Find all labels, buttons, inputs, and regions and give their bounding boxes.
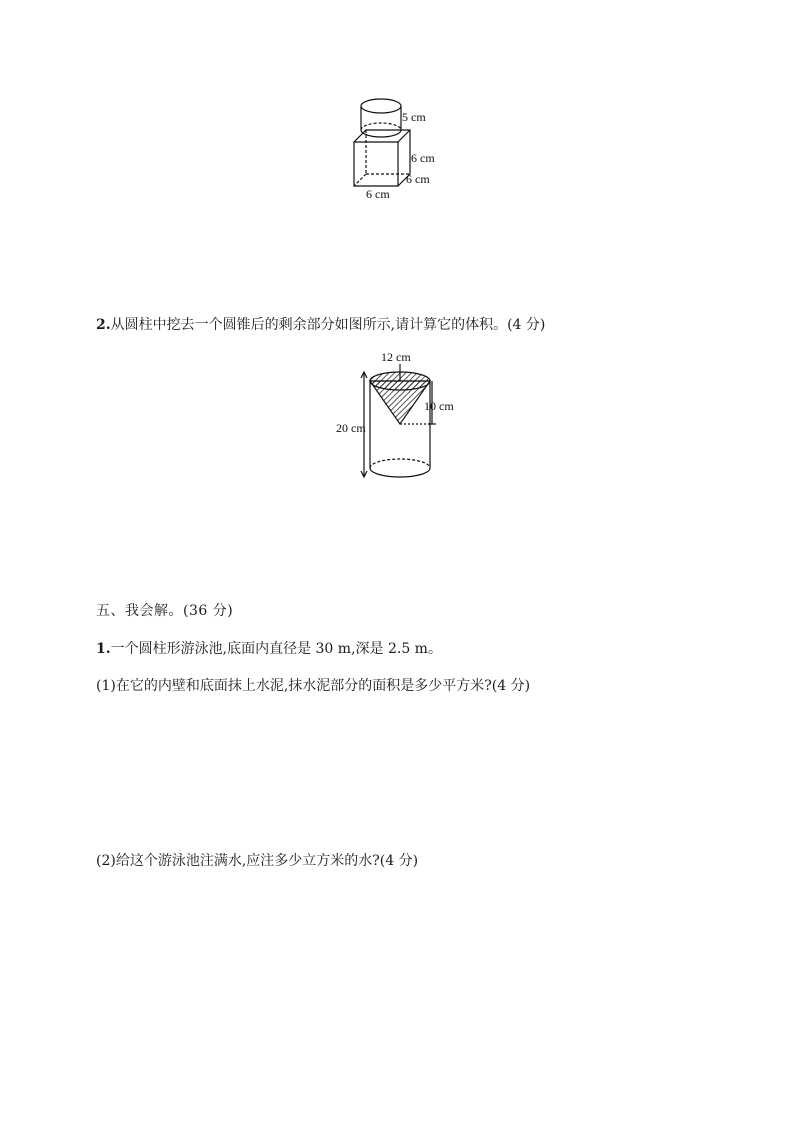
label-cube-depth: 6 cm	[406, 172, 430, 186]
figure-cylinder-on-cube	[346, 94, 446, 202]
label-cylinder-height: 5 cm	[402, 110, 426, 124]
question-2-number: 2.	[96, 317, 111, 333]
section-5-title: 五、我会解。(36 分)	[96, 603, 234, 619]
figure-cylinder-minus-cone	[334, 348, 464, 484]
cylinder-bottom-back	[361, 123, 401, 130]
cylinder-bottom-front	[361, 130, 401, 137]
problem-1-text: 一个圆柱形游泳池,底面内直径是 30 m,深是 2.5 m。	[110, 641, 442, 657]
question-2	[96, 315, 545, 335]
problem-1-number: 1.	[96, 641, 111, 657]
cylinder-top-ellipse	[361, 99, 401, 113]
problem-1	[96, 639, 442, 659]
label-cone-height: 10 cm	[424, 399, 454, 413]
label-diameter: 12 cm	[381, 350, 411, 364]
cylinder-bottom-front	[370, 468, 430, 477]
label-cylinder-height: 20 cm	[336, 421, 366, 435]
label-cube-height: 6 cm	[411, 151, 435, 165]
cylinder-bottom-back	[370, 459, 430, 468]
problem-1-sub-2: (2)给这个游泳池注满水,应注多少立方米的水?(4 分)	[96, 853, 419, 869]
question-2-text: 从圆柱中挖去一个圆锥后的剩余部分如图所示,请计算它的体积。(4 分)	[110, 317, 546, 333]
label-cube-width: 6 cm	[366, 187, 390, 201]
problem-1-sub-1: (1)在它的内壁和底面抹上水泥,抹水泥部分的面积是多少平方米?(4 分)	[96, 678, 531, 694]
